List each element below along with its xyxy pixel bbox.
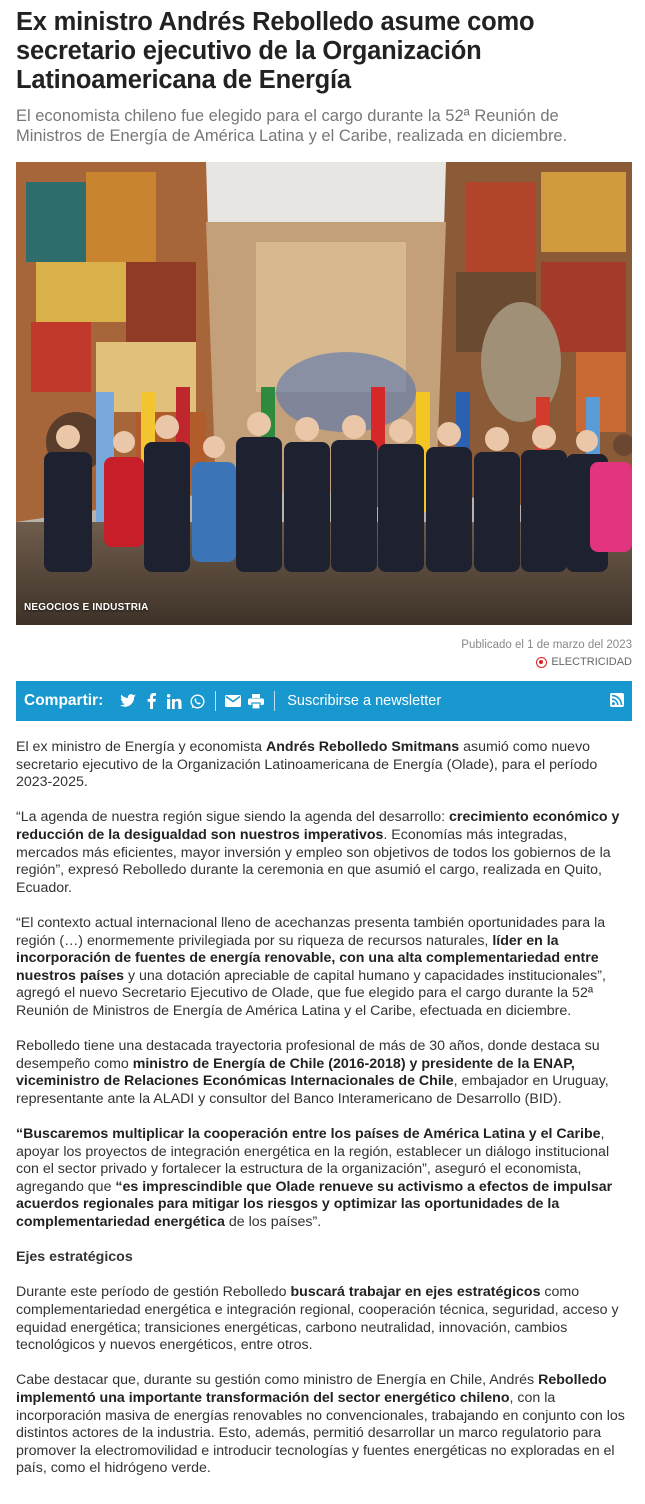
body-paragraph: Durante este período de gestión Rebolledo buscará trabajar en ejes estratégicos como complementariedad energética e integración regional, cooperación técnica, seguridad, acceso y equidad energética; transiciones energéticas, carbono neutralidad, innovación, cambios tecnológicos y nuevos energéticos, entre otros. (16, 1284, 619, 1354)
category-link[interactable] (536, 654, 632, 671)
body-paragraph: El ex ministro de Energía y economista Andrés Rebolledo Smitmans asumió como nuevo secretario ejecutivo de la Organización Latinoamericana de Energía (Olade), para el período 2023-2025. (16, 739, 598, 791)
body-paragraph: “Buscaremos multiplicar la cooperación entre los países de América Latina y el Caribe, apoyar los proyectos de integración energética en la región, establecer un diálogo institucional con el sector privado y fortalecer la estructura de la organización”, aseguró el economista, agregando que “es imprescindible que Olade renueve su activismo a efectos de impulsar acuerdos regionales para mitigar los riesgos y optimizar las oportunidades de la complementariedad energética de los países”. (16, 1126, 613, 1231)
published-date: Publicado el 1 de marzo del 2023 (461, 639, 632, 651)
body-paragraph: “La agenda de nuestra región sigue siendo la agenda del desarrollo: crecimiento económico y reducción de la desigualdad son nuestros imperativos. Economías más integradas, mercados más eficientes, mayor inversión y empleo son objetivos de todos los gobiernos de la región”, expresó Rebolledo durante la ceremonia en que asumió el cargo, realizada en Quito, Ecuador. (16, 809, 620, 896)
article-headline: Ex ministro Andrés Rebolledo asume como secretario ejecutivo de la Organización Latinoamericana de Energía (16, 8, 535, 94)
share-label: Compartir: (24, 692, 104, 709)
email-icon[interactable] (224, 692, 242, 710)
article-subheadline: El economista chileno fue elegido para el cargo durante la 52ª Reunión de Ministros de Energía de América Latina y el Caribe, realizada en diciembre. (16, 107, 568, 145)
share-divider (215, 691, 216, 711)
print-icon[interactable] (247, 692, 265, 710)
facebook-icon[interactable] (142, 692, 160, 710)
category-dot-icon (536, 657, 547, 668)
share-bar (16, 681, 632, 721)
body-paragraph: Rebolledo tiene una destacada trayectoria profesional de más de 30 años, donde destaca su desempeño como ministro de Energía de Chile (2016-2018) y presidente de la ENAP, viceministro de Relaciones Económicas Internacionales de Chile, embajador en Uruguay, representante ante la ALADI y consultor del Banco Interamericano de Desarrollo (BID). (16, 1038, 609, 1107)
share-divider (274, 691, 275, 711)
rss-icon[interactable] (610, 693, 624, 707)
hero-photo-illustration (16, 162, 632, 625)
article-meta (461, 637, 632, 674)
body-paragraph: Cabe destacar que, durante su gestión como ministro de Energía en Chile, Andrés Rebolledo implementó una importante transformación del sector energético chileno, con la incorporación masiva de energías renovables no convencionales, trabajando en conjunto con los distintos actores de la industria. Esto, además, permitió desarrollar un marco regulatorio para promover la electromovilidad e introducir tecnologías y fuentes energéticas no exploradas en el país, como el hidrógeno verde. (16, 1372, 625, 1477)
section-heading: Ejes estratégicos (16, 1249, 133, 1266)
whatsapp-icon[interactable] (188, 692, 206, 710)
subscribe-newsletter-link[interactable]: Suscribirse a newsletter (287, 693, 442, 709)
article-hero-image[interactable] (16, 162, 632, 625)
category-label[interactable]: ELECTRICIDAD (551, 656, 632, 668)
body-paragraph: “El contexto actual internacional lleno de acechanzas presenta también oportunidades para la región (…) enormemente privilegiada por su riqueza de recursos naturales, líder en la incorporación de fuentes de energía renovable, con una alta complementariedad entre nuestros países y una dotación apreciable de capital humano y capacidades institucionales”, agregó el nuevo Secretario Ejecutivo de Olade, que fue elegido para el cargo durante la 52ª Reunión de Ministros de Energía de América Latina y el Caribe, efectuada en diciembre. (16, 914, 606, 1019)
article-body (16, 739, 628, 1496)
image-category-tag[interactable]: NEGOCIOS E INDUSTRIA (24, 602, 149, 613)
linkedin-icon[interactable] (165, 692, 183, 710)
twitter-icon[interactable] (119, 692, 137, 710)
